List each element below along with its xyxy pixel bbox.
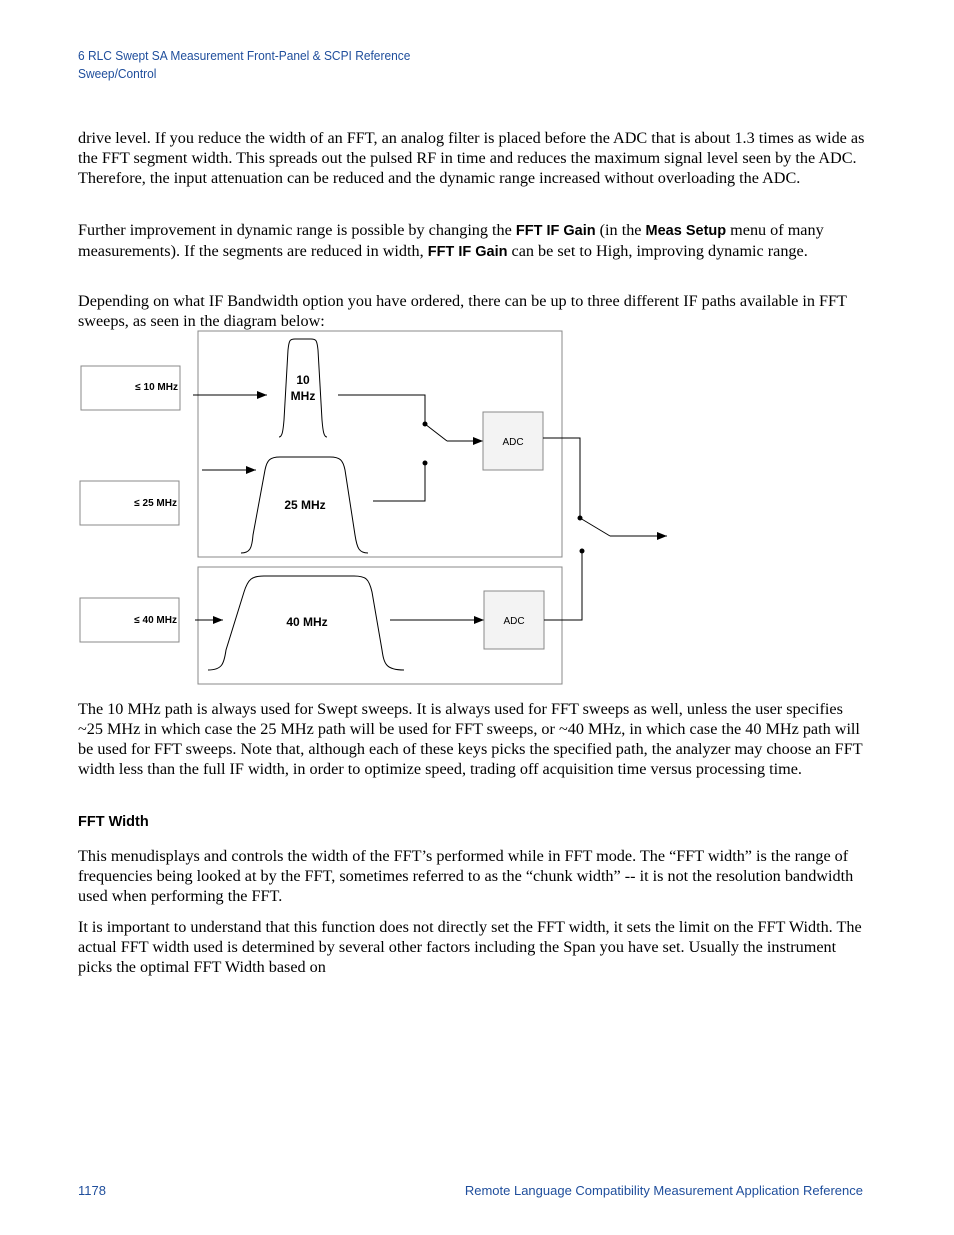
- p2-text-3: menu of many measurements). If the segments are reduced in width,: [78, 221, 824, 260]
- adc-label-1: ADC: [502, 437, 524, 448]
- switch-2-blade: [580, 518, 610, 536]
- filter-40-label: 40 MHz: [286, 615, 328, 629]
- wire-25-to-switch: [373, 465, 425, 501]
- fft-if-gain-key-2: FFT IF Gain: [427, 244, 508, 260]
- switch-2-contact-b: [580, 549, 585, 554]
- page-number: 1178: [78, 1183, 106, 1198]
- input-label-40: ≤ 40 MHz: [134, 615, 177, 626]
- footer-title: Remote Language Compatibility Measurement Application Reference: [464, 1183, 863, 1198]
- wire-10-to-switch: [338, 395, 425, 423]
- wire-adc2-to-switch: [544, 553, 582, 620]
- switch-1-contact-b: [423, 461, 428, 466]
- chapter-header: 6 RLC Swept SA Measurement Front-Panel & SCPI Reference: [78, 48, 411, 63]
- meas-setup-key: Meas Setup: [645, 223, 727, 239]
- paragraph-4: The 10 MHz path is always used for Swept sweeps. It is always used for FFT sweeps as well, unless the user specifies ~25 MHz in which case the 25 MHz path will be used for FFT sweeps, or ~40 MHz, in which case the 40 MHz path will be used for FFT sweeps. Note that, although each of these keys picks the specified path, the analyzer may choose an FFT width less than the full IF width, in order to optimize speed, trading off acquisition time versus processing time.: [78, 700, 863, 778]
- paragraph-1: drive level. If you reduce the width of an FFT, an analog filter is placed before the ADC that is about 1.3 times as wide as the FFT segment width. This spreads out the pulsed RF in time and reduces the maximum signal level seen by the ADC. Therefore, the input attenuation can be reduced and the dynamic range increased without overloading the ADC.: [78, 129, 865, 187]
- filter-10-mhz-shape: [279, 339, 327, 437]
- section-header: Sweep/Control: [78, 66, 157, 81]
- p2-text-1: Further improvement in dynamic range is possible by changing the: [78, 221, 516, 239]
- input-label-10: ≤ 10 MHz: [135, 382, 178, 393]
- paragraph-5: This menudisplays and controls the width of the FFT’s performed while in FFT mode. The “FFT width” is the range of frequencies being looked at by the FFT, sometimes referred to as the “chunk width” -- it is not the resolution bandwidth used when performing the FFT.: [78, 847, 854, 905]
- switch-1-blade: [425, 424, 447, 441]
- input-label-25: ≤ 25 MHz: [134, 498, 177, 509]
- paragraph-3: Depending on what IF Bandwidth option you have ordered, there can be up to three different IF paths available in FFT sweeps, as seen in the diagram below:: [78, 292, 847, 330]
- section-heading-fft-width: FFT Width: [78, 814, 149, 830]
- paragraph-6: It is important to understand that this function does not directly set the FFT width, it sets the limit on the FFT Width. The actual FFT width used is determined by several other factors including the Span you have set. Usually the instrument picks the optimal FFT Width based on: [78, 918, 862, 976]
- filter-25-label: 25 MHz: [284, 498, 326, 512]
- adc-label-2: ADC: [503, 616, 525, 627]
- fft-if-gain-key: FFT IF Gain: [515, 223, 596, 239]
- filter-10-label-line1: 10: [296, 373, 310, 387]
- filter-10-label-line2: MHz: [290, 389, 316, 403]
- p2-text-4: can be set to High, improving dynamic range.: [507, 242, 808, 260]
- p2-text-2: (in the: [595, 221, 646, 239]
